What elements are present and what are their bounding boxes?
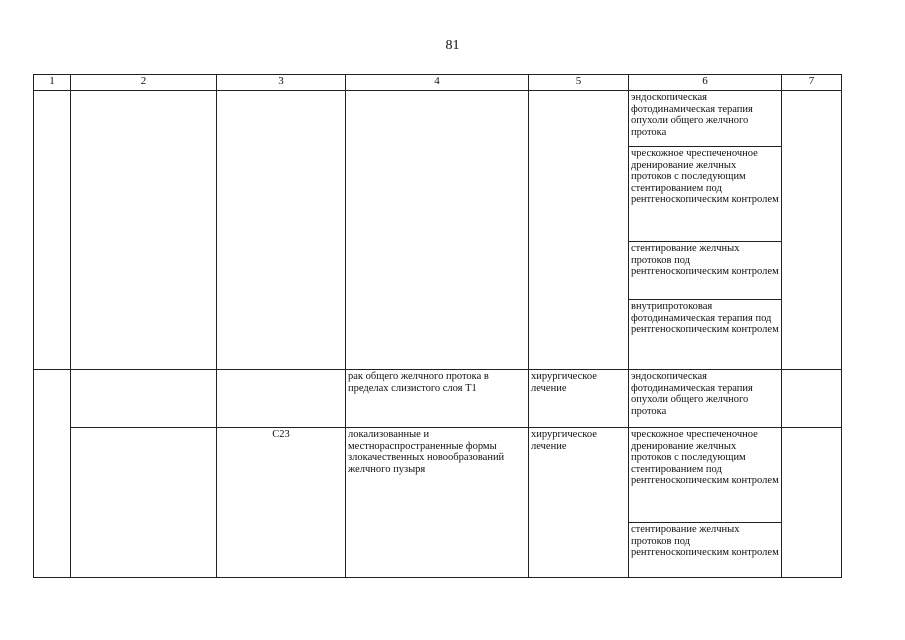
- column-header-5: 5: [529, 75, 629, 91]
- cell-method: стентирование желчных протоков под рентгеноскопическим контролем: [629, 523, 782, 578]
- cell-method: чрескожное чреспеченочное дренирование желчных протоков с последующим стентированием под рентгеноскопическим контролем: [629, 147, 782, 242]
- cell-treatment-type: хирургическое лечение: [529, 370, 629, 428]
- cell-code: C23: [217, 428, 346, 578]
- header-row: [34, 75, 842, 91]
- cell-code: [217, 370, 346, 428]
- column-header-3: 3: [217, 75, 346, 91]
- cell-col7: [782, 91, 842, 370]
- cell-diagnosis: локализованные и местнораспространенные формы злокачественных новообразований желчного пузыря: [346, 428, 529, 578]
- cell-col1: [34, 91, 71, 370]
- cell-treatment-type: хирургическое лечение: [529, 428, 629, 578]
- column-header-1: 1: [34, 75, 71, 91]
- column-header-6: 6: [629, 75, 782, 91]
- cell-method: внутрипротоковая фотодинамическая терапия под рентгеноскопическим контролем: [629, 300, 782, 370]
- cell-col2: [71, 370, 217, 428]
- medical-procedures-table: [33, 74, 842, 578]
- cell-col4: [346, 91, 529, 370]
- cell-col7: [782, 428, 842, 578]
- cell-col5: [529, 91, 629, 370]
- cell-col7: [782, 370, 842, 428]
- cell-col1: [34, 370, 71, 578]
- page-number: 81: [445, 38, 460, 53]
- cell-method: стентирование желчных протоков под рентгеноскопическим контролем: [629, 242, 782, 300]
- cell-method: эндоскопическая фотодинамическая терапия опухоли общего желчного протока: [629, 91, 782, 147]
- column-header-2: 2: [71, 75, 217, 91]
- cell-method: чрескожное чреспеченочное дренирование желчных протоков с последующим стентированием под рентгеноскопическим контролем: [629, 428, 782, 523]
- cell-method: эндоскопическая фотодинамическая терапия опухоли общего желчного протока: [629, 370, 782, 428]
- cell-col3: [217, 91, 346, 370]
- table-row: [34, 91, 842, 147]
- column-header-4: 4: [346, 75, 529, 91]
- column-header-7: 7: [782, 75, 842, 91]
- cell-col2: [71, 91, 217, 370]
- cell-col2: [71, 428, 217, 578]
- cell-diagnosis: рак общего желчного протока в пределах слизистого слоя T1: [346, 370, 529, 428]
- table-row: [34, 428, 842, 523]
- table-row: [34, 370, 842, 428]
